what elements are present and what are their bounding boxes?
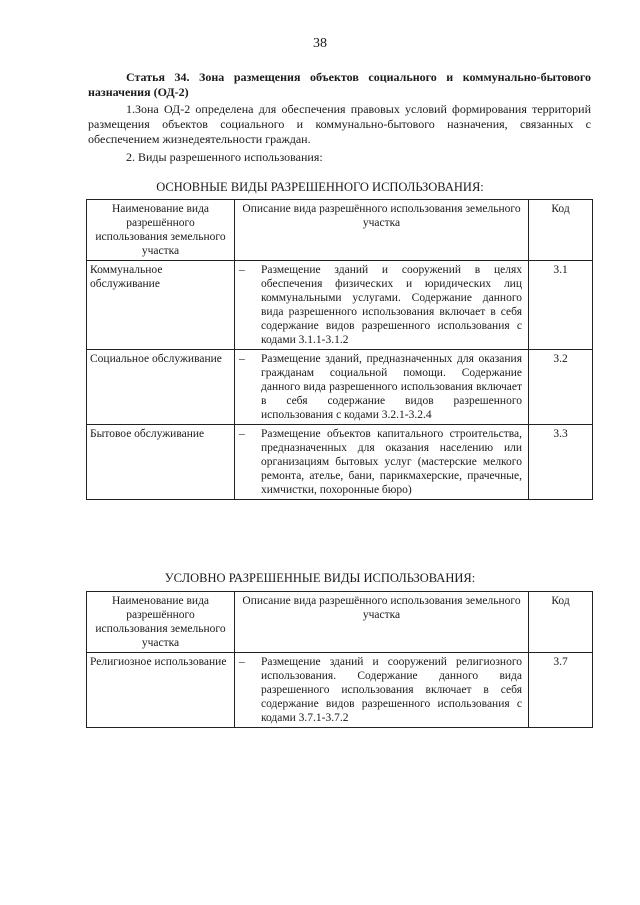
row-code: 3.7 xyxy=(529,653,593,728)
row-code: 3.3 xyxy=(529,425,593,500)
header-name: Наименование вида разрешённого использования земельного участка xyxy=(87,592,235,653)
row-description xyxy=(235,350,529,425)
article-title: Статья 34. Зона размещения объектов социального и коммунально-бытового назначения (ОД-2) xyxy=(88,70,591,99)
table-row xyxy=(87,261,593,350)
header-code: Код xyxy=(529,200,593,261)
row-description-text: Размещение зданий, предназначенных для оказания гражданам социальной помощи. Содержание данного вида разрешенного использования включает в себя содержание видов разрешенного использования с кодами 3.2.1-3.2.4 xyxy=(261,353,522,421)
table-row xyxy=(87,350,593,425)
article-paragraph-2: 2. Виды разрешенного использования: xyxy=(126,150,323,164)
list-dash: – xyxy=(239,656,245,668)
row-description-text: Размещение зданий и сооружений религиозного использования. Содержание данного вида разрешенного использования включает в себя содержание видов разрешенного использования с кодами 3.7.1-3.7.2 xyxy=(261,656,522,724)
main-uses-title: ОСНОВНЫЕ ВИДЫ РАЗРЕШЕННОГО ИСПОЛЬЗОВАНИЯ: xyxy=(156,180,484,194)
row-description xyxy=(235,653,529,728)
table-row xyxy=(87,425,593,500)
table-header-row xyxy=(87,592,593,653)
row-code: 3.1 xyxy=(529,261,593,350)
row-name: Коммунальное обслуживание xyxy=(87,261,235,350)
row-description xyxy=(235,425,529,500)
row-code: 3.2 xyxy=(529,350,593,425)
row-description-text: Размещение зданий и сооружений в целях обеспечения физических и юридических лиц коммунальными услугами. Содержание данного вида разрешенного использования включает в себя содержание видов разрешенного использования с кодами 3.1.1-3.1.2 xyxy=(261,264,522,346)
row-description-text: Размещение объектов капитального строительства, предназначенных для оказания населению или организациям бытовых услуг (мастерские мелкого ремонта, ателье, бани, парикмахерские, прачечные, химчистки, похоронные бюро) xyxy=(261,428,522,496)
header-description: Описание вида разрешённого использования земельного участка xyxy=(235,592,529,653)
table-row xyxy=(87,653,593,728)
header-code: Код xyxy=(529,592,593,653)
conditional-uses-table xyxy=(86,591,593,728)
table-header-row xyxy=(87,200,593,261)
row-name: Бытовое обслуживание xyxy=(87,425,235,500)
header-name: Наименование вида разрешённого использования земельного участка xyxy=(87,200,235,261)
row-name: Социальное обслуживание xyxy=(87,350,235,425)
article-paragraph-1: 1.Зона ОД-2 определена для обеспечения правовых условий формирования территорий размещения объектов социального и коммунально-бытового назначения, связанных с обеспечением жизнедеятельности граждан. xyxy=(88,102,591,146)
list-dash: – xyxy=(239,428,245,440)
page-number: 38 xyxy=(313,36,327,51)
row-name: Религиозное использование xyxy=(87,653,235,728)
header-description: Описание вида разрешённого использования земельного участка xyxy=(235,200,529,261)
conditional-uses-title: УСЛОВНО РАЗРЕШЕННЫЕ ВИДЫ ИСПОЛЬЗОВАНИЯ: xyxy=(164,571,476,585)
list-dash: – xyxy=(239,264,245,276)
row-description xyxy=(235,261,529,350)
list-dash: – xyxy=(239,353,245,365)
main-uses-table xyxy=(86,199,593,500)
